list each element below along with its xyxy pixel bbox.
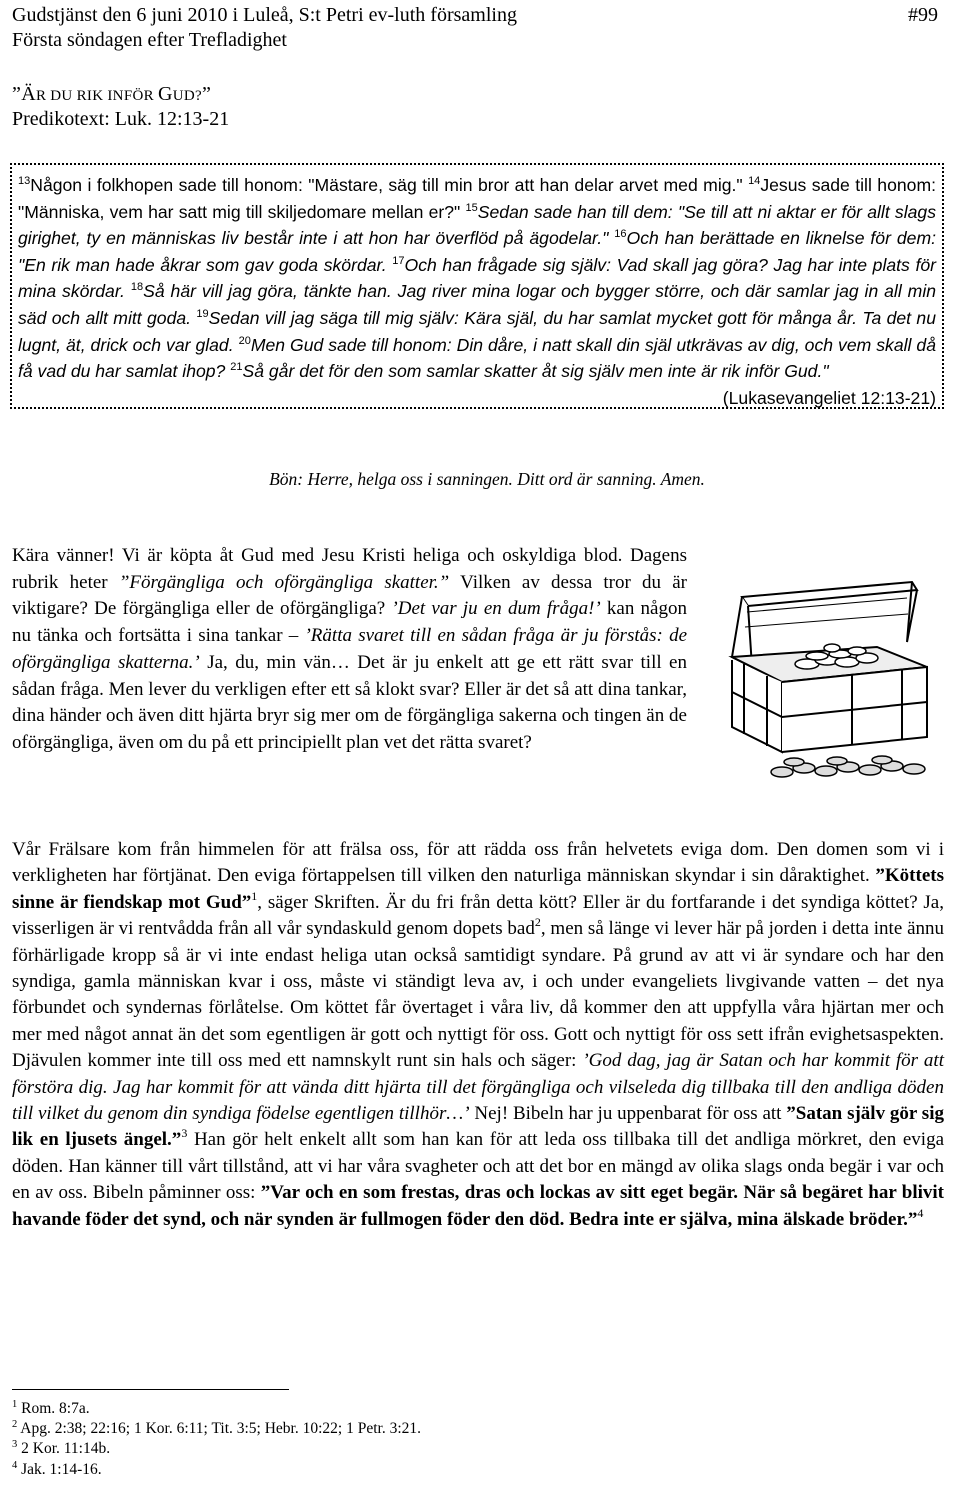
verse-14: Jesus sade till honom: "Människa, vem har satt mig till skiljedomare mellan er?" bbox=[18, 175, 936, 222]
intro-paragraph: Kära vänner! Vi är köpta åt Gud med Jesu Kristi heliga och oskyldiga blod. Dagens rubrik heter ”Förgängliga och oförgängliga skatter.” Vilken av dessa tror du är viktigare? De förgängliga eller de oförgängliga? ’Det var ju en dum fråga!’ kan någon nu tänka och fortsätta i sina tankar – ’Rätta svaret till en sådan fråga är ju förstås: de oförgängliga skatterna.’ Ja, du, min vän… Det är ju enkelt att ge ett rätt svar till en sådan fråga. Men lever du verkligen efter ett så klokt svar? Eller är det så att dina tankar, dina händer och även ditt hjärta bryr sig mer om de förgängliga sakerna och tingen än de oförgängliga, även om du på ett principiellt plan vet det rätta svaret? bbox=[12, 545, 688, 753]
sermon-text-reference: Predikotext: Luk. 12:13-21 bbox=[12, 108, 230, 130]
verse-17: Och han frågade sig själv: Vad skall jag göra? Jag har inte plats för mina skördar. bbox=[18, 254, 936, 302]
verse-16: Och han berättade en liknelse för dem: "En rik man hade åkrar som gav goda skördar. bbox=[18, 228, 936, 275]
service-date: Gudstjänst den 6 juni 2010 i Luleå, S:t Petri ev-luth församling bbox=[12, 4, 517, 26]
footnote-separator bbox=[12, 1389, 289, 1390]
verse-15: Sedan sade han till dem: "Se till att ni aktar er för allt slags girighet, ty en människas liv består inte i att hon har överflöd på ägodelar." bbox=[18, 201, 937, 249]
footnote-ref-1: 1 bbox=[251, 888, 258, 903]
footnote-4: $^4$ Jak. 1:14-16. bbox=[12, 1459, 102, 1478]
sermon-title: ”ÄR DU RIK INFÖR GUD?” bbox=[12, 83, 212, 105]
footnote-1: $^1$ Rom. 8:7a. bbox=[12, 1399, 90, 1417]
verse-20: Men Gud sade till honom: Din dåre, i natt skall din själ utkrävas av dig, och vem skall då få vad du har samlat ihop? bbox=[18, 334, 936, 382]
prayer-label: Bön: bbox=[269, 469, 304, 489]
verse-18: Så här vill jag göra, tänkte han. Jag river mina logar och bygger större, och där samlar jag in all min säd och allt mitt goda. bbox=[18, 281, 937, 328]
document-page bbox=[12, 0, 944, 1489]
verse-21: Så går det för den som samlar skatter åt sig själv men inte är rik inför Gud." bbox=[242, 361, 829, 382]
scripture-reference: (Lukasevangeliet 12:13-21) bbox=[722, 387, 936, 408]
footnotes bbox=[12, 1399, 421, 1480]
header-line-1 bbox=[12, 2, 944, 28]
prayer-text: Herre, helga oss i sanningen. Ditt ord är sanning. Amen. bbox=[307, 469, 705, 489]
verse-19: Sedan vill jag säga till mig själv: Kära själ, du har samlat mycket gott för många år. Ta det nu lugnt, ät, drick och var glad. bbox=[18, 307, 936, 355]
scripture-box: $^{13}$Någon i folkhopen sade till honom: "Mästare, säg till min bror att han delar arvet med mig." $^{14}$Jesus sade till honom: "Människa, vem har satt mig till skiljedomare mellan er?" $^{15}$Sedan sade han till dem: "Se till att ni aktar er för allt slags girighet, ty en människas liv består inte i att hon har överflöd på ägodelar." $^{16}$Och han berättade en liknelse för dem: "En rik man hade åkrar som gav goda skördar. $^{17}$Och han frågade sig själv: Vad skall jag göra? Jag har inte plats för mina skördar. $^{18}$Så här vill jag göra, tänkte han. Jag river mina logar och bygger större, och där samlar jag in all min säd och allt mitt goda. $^{19}$Sedan vill jag säga till mig själv: Kära själ, du har samlat mycket gott för många år. Ta det nu lugnt, ät, drick och var glad. $^{20}$Men Gud sade till honom: Din dåre, i natt skall din själ utkrävas av dig, och vem skall då få vad du har samlat ihop? $^{21}$Så går det för den som samlar skatter åt sig själv men inte är rik inför Gud." (Lukasevangeliet 12:13-21) bbox=[10, 163, 944, 409]
footnote-ref-2: 2 bbox=[534, 915, 541, 930]
main-paragraph: Vår Frälsare kom från himmelen för att frälsa oss, för att rädda oss från helvetets eviga dom. Den domen som vi i verkligheten har förtjänat. Den eviga förtappelsen till vilken den naturliga människan skyndar i sin dåraktighet. ”Köttets sinne är fiendskap mot Gud”$^1$, säger Skriften. Är du fri från detta kött? Eller är du fortfarande i det syndiga köttet? Ja, visserligen är vi rentvådda från all vår syndaskuld genom dopets bad$^2$, men så länge vi lever här på jorden i detta inte ännu förhärligade kropp så är vi inte endast heliga utan också samtidigt syndare. På grund av att vi är syndare och har den syndiga, gamla människan kvar i oss, måste vi ständigt leva av, i och under evangeliets livgivande vatten – det nya förbundet och syndernas förlåtelse. Om köttet får övertaget i våra liv, då kommer den att uppfylla våra hjärtan mer och mer med något annat än det som egentligen är gott och nyttigt för oss. Gott och nyttigt för oss sett ifrån evighetsaspekten. Djävulen kommer inte till oss med ett namnskylt runt sin hals och säger: ’God dag, jag är Satan och har kommit för att förstöra dig. Jag har kommit för att vända ditt hjärta till det förgängliga och vilseleda dig tillbaka till den andliga döden till vilket du genom din syndiga födelse egentligen tillhör…’ Nej! Bibeln har ju uppenbarat för oss att ”Satan själv gör sig lik en ljusets ängel.”$^3$ Han gör helt enkelt allt som han kan för att leda oss tillbaka till det andliga mörkret, den eviga döden. Han känner till vårt tillstånd, att vi har våra svagheter och att det bor en mängd av olika slags onda begär i var och en av oss. Bibeln påminner oss: ”Var och en som frestas, dras och lockas av sitt eget begär. När så begäret har blivit havande föder det synd, och när synden är fullmogen föder den död. Bedra inte er själva, mina älskade bröder.”$^4$ bbox=[12, 839, 944, 1230]
church-day: Första söndagen efter Trefladighet bbox=[12, 29, 287, 51]
treasure-chest-illustration bbox=[712, 572, 957, 782]
sermon-number: #99 bbox=[908, 4, 938, 26]
verse-13: Någon i folkhopen sade till honom: "Mästare, säg till min bror att han delar arvet med mig." bbox=[30, 175, 749, 195]
footnote-2: $^2$ Apg. 2:38; 22:16; 1 Kor. 6:11; Tit. 3:5; Hebr. 10:22; 1 Petr. 3:21. bbox=[12, 1419, 422, 1438]
footnote-ref-3: 3 bbox=[181, 1126, 188, 1141]
prayer bbox=[12, 467, 944, 491]
footnote-3: $^3$ 2 Kor. 11:14b. bbox=[12, 1439, 111, 1458]
footnote-ref-4: 4 bbox=[917, 1205, 924, 1220]
